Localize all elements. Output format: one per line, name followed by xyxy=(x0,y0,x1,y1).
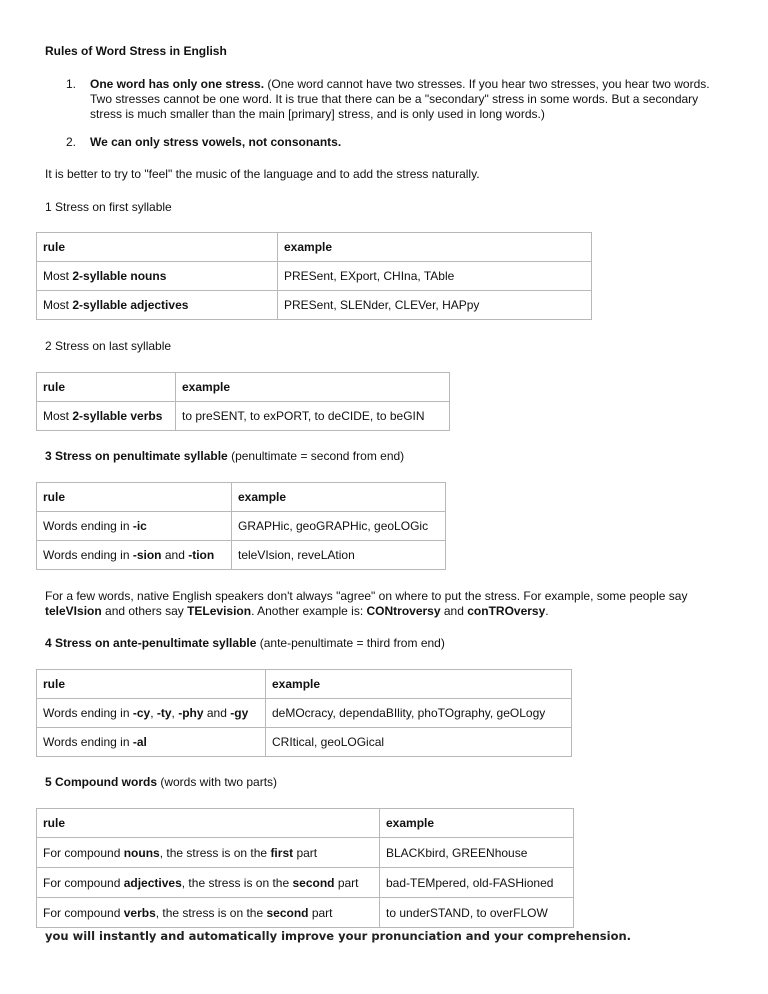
table-row xyxy=(37,868,574,898)
rule-cell: Words ending in -cy, -ty, -phy and -gy xyxy=(37,699,266,728)
rule-item-1 xyxy=(66,77,716,122)
table-row xyxy=(37,699,572,728)
example-cell: to preSENT, to exPORT, to deCIDE, to beGIN xyxy=(176,402,450,431)
table-header-row xyxy=(37,373,450,402)
header-example: example xyxy=(380,809,574,838)
section-1-heading: 1 Stress on first syllable xyxy=(45,200,172,214)
rule-bold-text: We can only stress vowels, not consonants. xyxy=(90,135,342,149)
rule-item-2 xyxy=(66,135,716,150)
header-rule: rule xyxy=(37,483,232,512)
section-1-table xyxy=(36,232,592,320)
document-title: Rules of Word Stress in English xyxy=(45,44,227,58)
rule-number: 2. xyxy=(66,135,77,149)
table-row xyxy=(37,541,446,570)
footer-text: you will instantly and automatically improve your pronunciation and your comprehension. xyxy=(45,929,632,943)
rule-cell: For compound nouns, the stress is on the first part xyxy=(37,838,380,868)
header-rule: rule xyxy=(37,670,266,699)
rule-cell: Most 2-syllable verbs xyxy=(37,402,176,431)
section-4-heading: 4 Stress on ante-penultimate syllable (ante-penultimate = third from end) xyxy=(45,636,445,650)
rule-cell: Words ending in -sion and -tion xyxy=(37,541,232,570)
rule-cell: For compound adjectives, the stress is on the second part xyxy=(37,868,380,898)
section-5-table xyxy=(36,808,574,928)
note-line-1: For a few words, native English speakers don't always "agree" on where to put the stress. For example, some people say xyxy=(45,589,688,603)
header-rule: rule xyxy=(37,233,278,262)
table-row xyxy=(37,728,572,757)
rule-cell: Most 2-syllable adjectives xyxy=(37,291,278,320)
section-2-heading: 2 Stress on last syllable xyxy=(45,339,172,353)
example-cell: PRESent, SLENder, CLEVer, HAPpy xyxy=(278,291,592,320)
rule-cell: Words ending in -al xyxy=(37,728,266,757)
section-3-heading: 3 Stress on penultimate syllable (penultimate = second from end) xyxy=(45,449,405,463)
header-rule: rule xyxy=(37,373,176,402)
table-row xyxy=(37,512,446,541)
table-header-row xyxy=(37,483,446,512)
section-5-heading: 5 Compound words (words with two parts) xyxy=(45,775,278,789)
rule-cell: Words ending in -ic xyxy=(37,512,232,541)
example-cell: teleVIsion, reveLAtion xyxy=(232,541,446,570)
section-2-table xyxy=(36,372,450,431)
table-row xyxy=(37,898,574,928)
example-cell: PRESent, EXport, CHIna, TAble xyxy=(278,262,592,291)
rule-cell: For compound verbs, the stress is on the second part xyxy=(37,898,380,928)
table-header-row xyxy=(37,809,574,838)
rule-text: (One word cannot have two stresses. If you hear two stresses, you hear two words. Two stresses cannot be one word. It is true that there can be a "secondary" stress in some words. But a secondary stress is much smaller than the main [primary] stress, and is only used in long words.) xyxy=(90,77,710,121)
example-cell: CRItical, geoLOGical xyxy=(266,728,572,757)
example-cell: deMOcracy, dependaBIlity, phoTOgraphy, geOLogy xyxy=(266,699,572,728)
header-example: example xyxy=(266,670,572,699)
rule-number: 1. xyxy=(66,77,77,91)
header-rule: rule xyxy=(37,809,380,838)
header-example: example xyxy=(278,233,592,262)
example-cell: bad-TEMpered, old-FASHioned xyxy=(380,868,574,898)
table-header-row xyxy=(37,233,592,262)
rule-cell: Most 2-syllable nouns xyxy=(37,262,278,291)
rule-bold-text: One word has only one stress. xyxy=(90,77,265,91)
intro-paragraph: It is better to try to "feel" the music of the language and to add the stress naturally. xyxy=(45,167,480,181)
header-example: example xyxy=(176,373,450,402)
example-cell: GRAPHic, geoGRAPHic, geoLOGic xyxy=(232,512,446,541)
section-4-table xyxy=(36,669,572,757)
header-example: example xyxy=(232,483,446,512)
example-cell: to underSTAND, to overFLOW xyxy=(380,898,574,928)
table-row xyxy=(37,262,592,291)
table-row xyxy=(37,838,574,868)
example-cell: BLACKbird, GREENhouse xyxy=(380,838,574,868)
note-line-2: teleVIsion and others say TELevision. Another example is: CONtroversy and conTROversy. xyxy=(45,604,549,618)
table-row xyxy=(37,402,450,431)
section-3-table xyxy=(36,482,446,570)
table-header-row xyxy=(37,670,572,699)
table-row xyxy=(37,291,592,320)
